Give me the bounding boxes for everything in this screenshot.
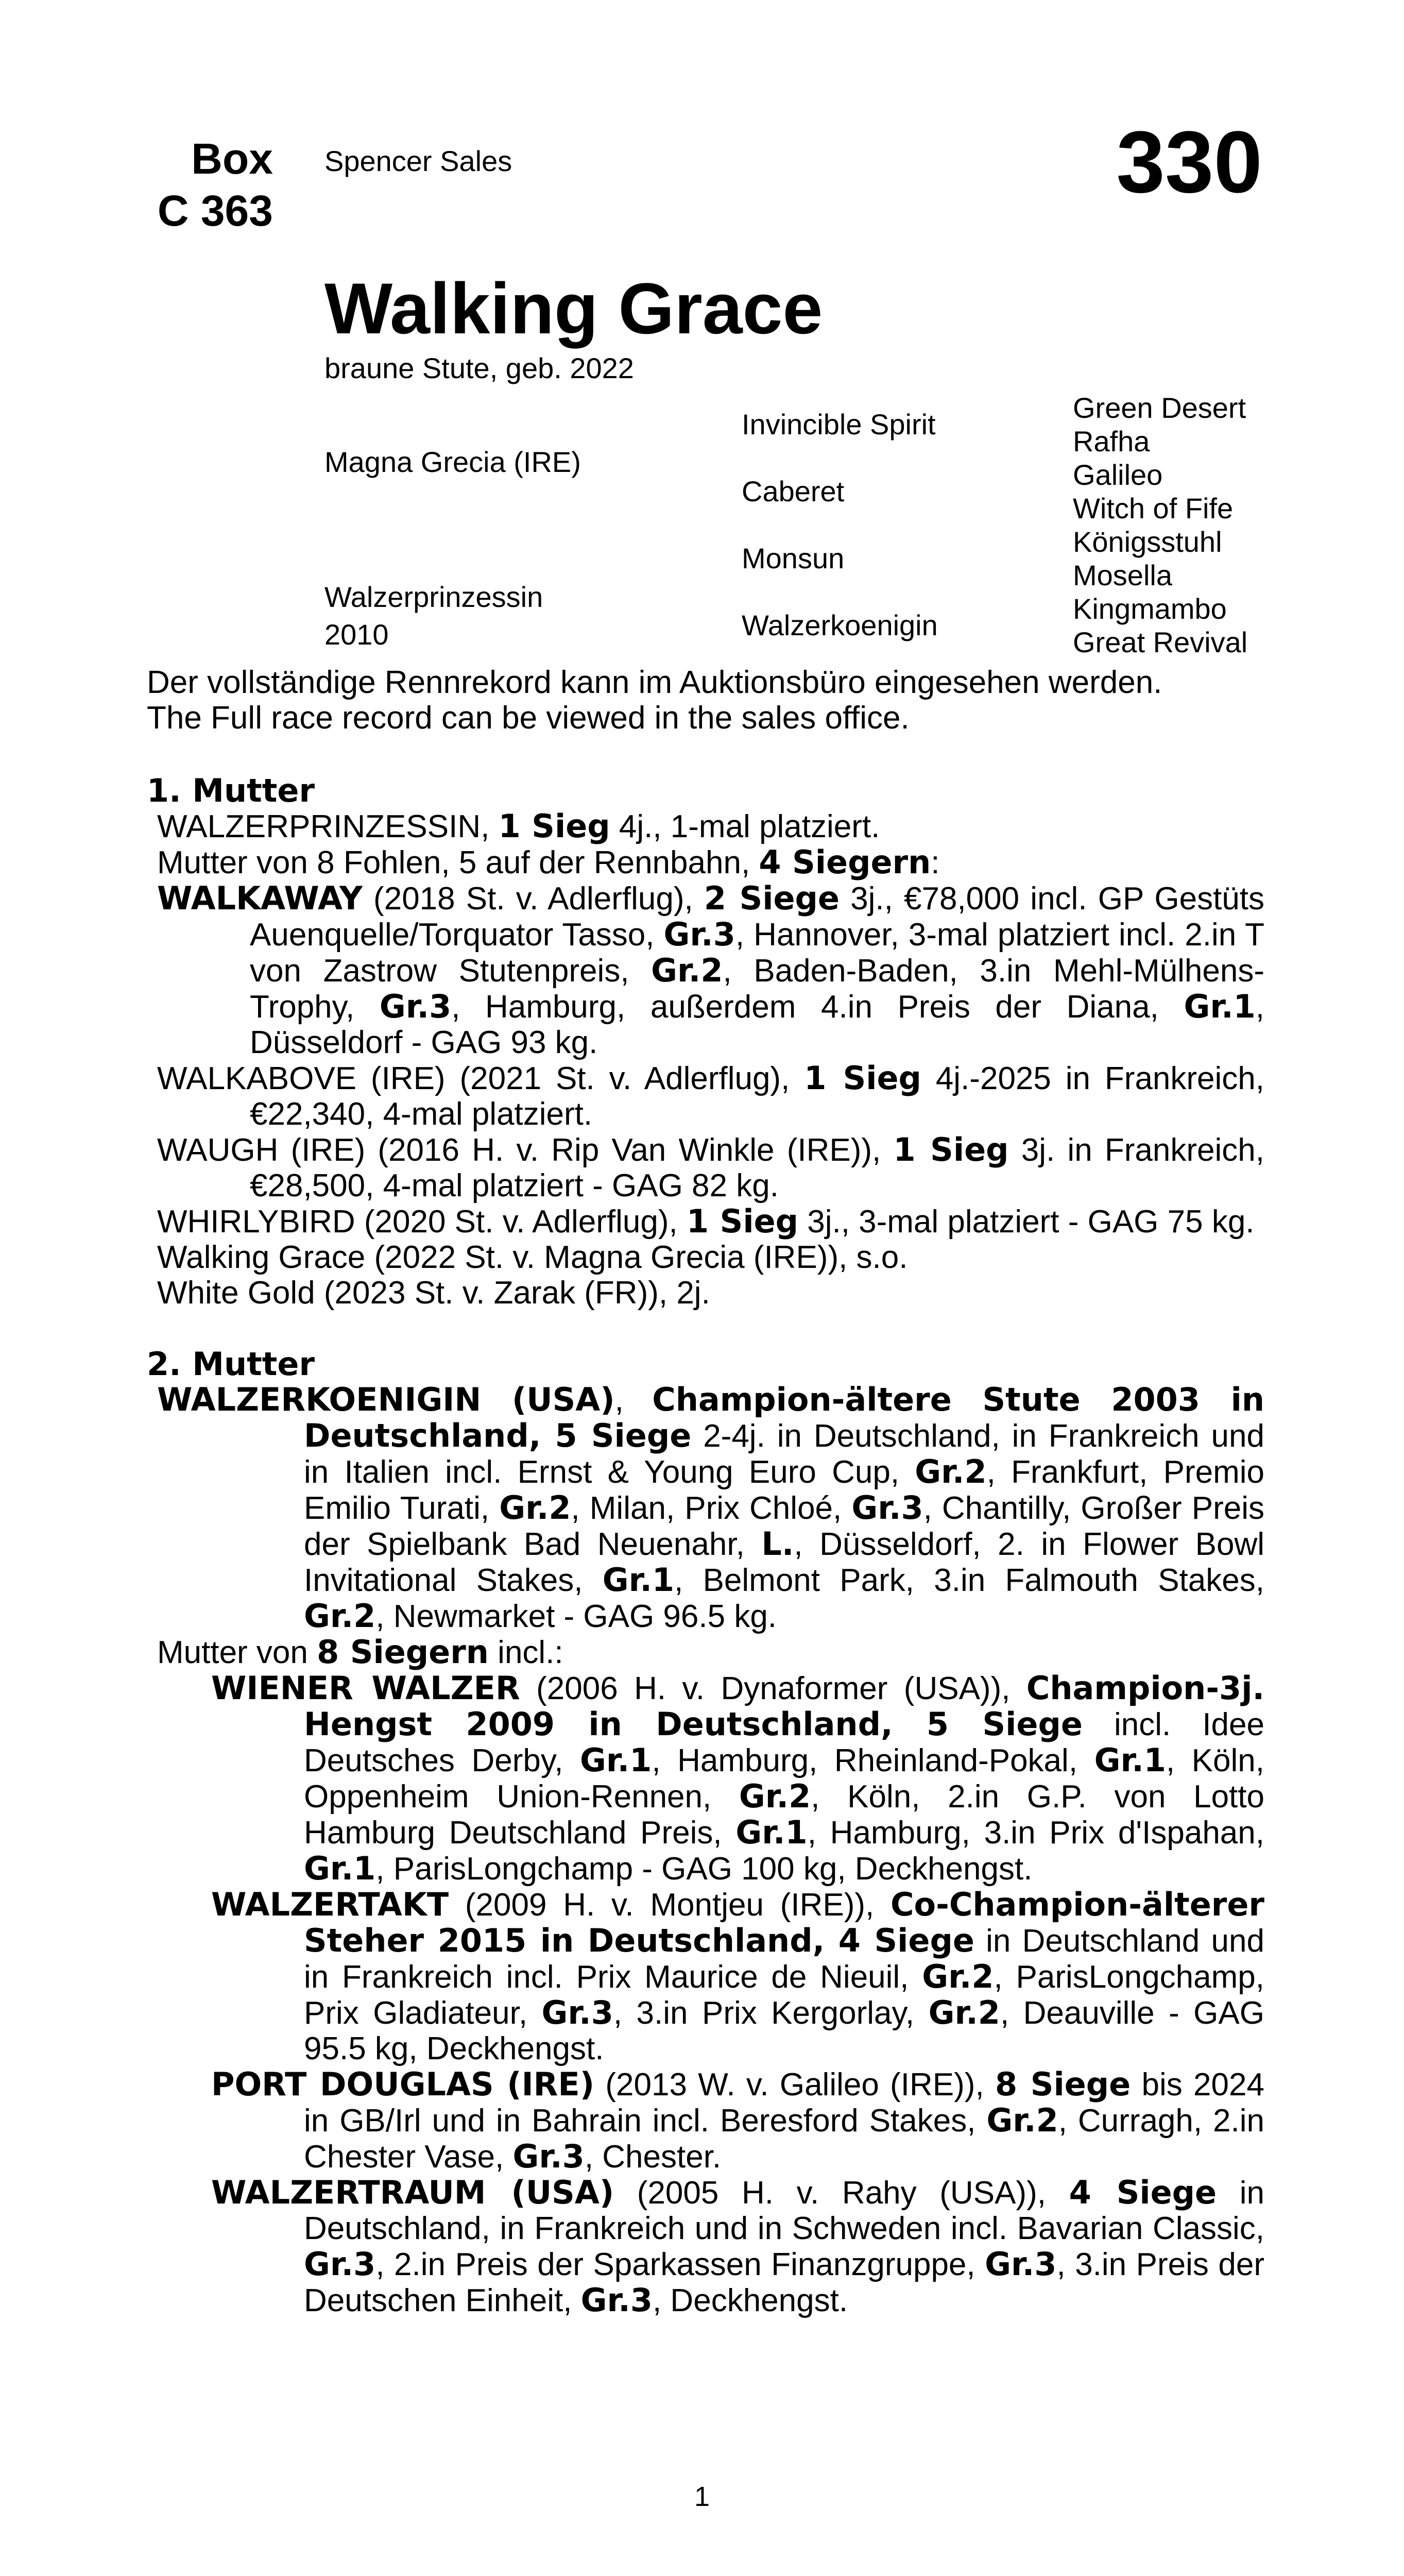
bold-text: Gr.2 bbox=[922, 1958, 994, 1995]
text: , Frankfurt, Premio Emilio Turati, bbox=[304, 1454, 1264, 1526]
bold-text: Gr.2 bbox=[499, 1489, 571, 1527]
pedigree-entry bbox=[147, 1634, 1264, 1670]
family-section bbox=[147, 773, 1264, 2318]
bold-text: WALZERTRAUM (USA) bbox=[211, 2174, 614, 2211]
text: , Köln, 2.in G.P. von Lotto Hamburg Deutschland Preis, bbox=[304, 1779, 1264, 1851]
dam-section bbox=[147, 1346, 1264, 2318]
pedigree-entry bbox=[147, 1132, 1264, 1204]
bold-text: 4 Siege bbox=[1069, 2174, 1217, 2211]
bold-text: Gr.3 bbox=[379, 988, 452, 1025]
page-number: 1 bbox=[694, 2481, 710, 2512]
text: WHIRLYBIRD (2020 St. v. Adlerflug), bbox=[157, 1204, 687, 1240]
box-line-1: Box bbox=[191, 134, 273, 183]
bold-text: 8 Siegern bbox=[317, 1633, 489, 1671]
bold-text: 8 Siege bbox=[995, 2065, 1131, 2103]
text: incl. Idee Deutsches Derby, bbox=[304, 1707, 1264, 1778]
consignor: Spencer Sales bbox=[324, 145, 512, 177]
bold-text: L. bbox=[761, 1525, 794, 1563]
pedigree-dam: Walzerprinzessin bbox=[324, 581, 543, 613]
pedigree-ggp: Witch of Fife bbox=[1073, 492, 1234, 524]
text: , ParisLongchamp - GAG 100 kg, Deckhengst. bbox=[375, 1851, 1033, 1887]
text: (2006 H. v. Dynaformer (USA)), bbox=[520, 1671, 1026, 1706]
text: (2018 St. v. Adlerflug), bbox=[362, 881, 704, 917]
bold-text: 4 Siegern bbox=[759, 843, 931, 881]
text: , Deauville - GAG 95.5 kg, Deckhengst. bbox=[304, 1995, 1264, 2066]
bold-text: Gr.2 bbox=[915, 1453, 987, 1490]
bold-text: Gr.3 bbox=[663, 916, 735, 953]
text: 3j., €78,000 incl. GP Gestüts Auenquelle/Torquator Tasso, bbox=[250, 881, 1264, 953]
text: , Hamburg, außerdem 4.in Preis der Diana, bbox=[451, 989, 1184, 1025]
text: WALKABOVE (IRE) (2021 St. v. Adlerflug), bbox=[157, 1061, 804, 1096]
text: incl.: bbox=[488, 1635, 563, 1670]
text: , 3.in Preis der Deutschen Einheit, bbox=[304, 2247, 1265, 2318]
bold-text: PORT DOUGLAS (IRE) bbox=[211, 2065, 595, 2103]
pedigree-ggp: Mosella bbox=[1073, 559, 1172, 591]
text: , Baden-Baden, 3.in Mehl-Mülhens-Trophy, bbox=[250, 953, 1264, 1025]
pedigree-entry bbox=[147, 2175, 1264, 2318]
pedigree-sire-dam: Caberet bbox=[742, 475, 845, 507]
text: , Chester. bbox=[584, 2139, 722, 2175]
pedigree-entry bbox=[147, 1887, 1264, 2066]
text: 4j., 1-mal platziert. bbox=[610, 809, 880, 844]
text: , ParisLongchamp, Prix Gladiateur, bbox=[304, 1959, 1264, 2031]
bold-text: Gr.2 bbox=[986, 2102, 1058, 2139]
race-record-note bbox=[147, 665, 1162, 736]
text: , 2.in Preis der Sparkassen Finanzgruppe, bbox=[375, 2247, 985, 2282]
bold-text: Gr.3 bbox=[541, 1994, 613, 2031]
bold-text: WALZERKOENIGIN (USA) bbox=[157, 1381, 615, 1418]
bold-text: Co-Champion-älterer Steher 2015 in Deutschland, 4 Siege bbox=[304, 1886, 1264, 1959]
bold-text: Gr.1 bbox=[1184, 988, 1256, 1025]
bold-text: Gr.1 bbox=[580, 1741, 652, 1779]
box-label bbox=[129, 133, 273, 237]
text: in Deutschland und in Frankreich incl. Prix Maurice de Nieuil, bbox=[304, 1923, 1264, 1995]
text: 3j., 3-mal platziert - GAG 75 kg. bbox=[798, 1204, 1255, 1240]
bold-text: Champion-3j. Hengst 2009 in Deutschland, 5 Siege bbox=[304, 1669, 1264, 1743]
note-german: Der vollständige Rennrekord kann im Auktionsbüro eingesehen werden. bbox=[147, 665, 1162, 700]
pedigree-entry bbox=[147, 1382, 1264, 1634]
bold-text: 1 Sieg bbox=[686, 1202, 798, 1240]
text: , Newmarket - GAG 96.5 kg. bbox=[375, 1599, 777, 1634]
text: , Köln, Oppenheim Union-Rennen, bbox=[304, 1743, 1264, 1815]
pedigree-entry bbox=[147, 2066, 1264, 2175]
text: in Deutschland, in Frankreich und in Schweden incl. Bavarian Classic, bbox=[304, 2175, 1265, 2246]
bold-text: Gr.3 bbox=[304, 2245, 376, 2283]
text: , Milan, Prix Chloé, bbox=[571, 1490, 852, 1526]
text: (2013 W. v. Galileo (IRE)), bbox=[594, 2067, 995, 2103]
bold-text: Gr.3 bbox=[512, 2138, 585, 2175]
bold-text: 2 Siege bbox=[704, 879, 840, 917]
pedigree-ggp: Green Desert bbox=[1073, 392, 1246, 424]
bold-text: Gr.2 bbox=[651, 952, 723, 989]
bold-text: Gr.3 bbox=[851, 1489, 923, 1527]
text: bis 2024 in GB/Irl und in Bahrain incl. Beresford Stakes, bbox=[304, 2067, 1264, 2139]
pedigree-dam-sire: Monsun bbox=[742, 542, 845, 574]
pedigree-sire-sire: Invincible Spirit bbox=[742, 408, 936, 440]
text: WAUGH (IRE) (2016 H. v. Rip Van Winkle (IRE)), bbox=[157, 1132, 894, 1168]
text: , Hamburg, Rheinland-Pokal, bbox=[652, 1743, 1094, 1778]
bold-text: 1 Sieg bbox=[893, 1131, 1009, 1168]
bold-text: Gr.2 bbox=[928, 1994, 1000, 2031]
text: , Düsseldorf - GAG 93 kg. bbox=[250, 989, 1264, 1060]
bold-text: Gr.1 bbox=[602, 1561, 675, 1599]
pedigree-ggp: Königsstuhl bbox=[1073, 526, 1222, 558]
bold-text: WALZERTAKT bbox=[211, 1886, 449, 1923]
text: , 3.in Prix Kergorlay, bbox=[613, 1995, 929, 2031]
horse-name: Walking Grace bbox=[324, 268, 823, 349]
bold-text: Gr.1 bbox=[1094, 1741, 1166, 1779]
section-title: 2. Mutter bbox=[147, 1345, 315, 1383]
bold-text: 1 Sieg bbox=[498, 807, 610, 845]
bold-text: WALKAWAY bbox=[157, 879, 363, 917]
text: 4j.-2025 in Frankreich, €22,340, 4-mal platziert. bbox=[250, 1061, 1265, 1132]
text: Walking Grace (2022 St. v. Magna Grecia (IRE)), s.o. bbox=[157, 1240, 908, 1275]
text: 3j. in Frankreich, €28,500, 4-mal platziert - GAG 82 kg. bbox=[250, 1132, 1264, 1204]
dam-section bbox=[147, 773, 1264, 1311]
bold-text: Gr.2 bbox=[739, 1777, 811, 1815]
bold-text: Gr.2 bbox=[304, 1597, 376, 1635]
pedigree-entry bbox=[147, 1240, 1264, 1275]
pedigree-entry bbox=[147, 1060, 1264, 1132]
pedigree-entry bbox=[147, 808, 1264, 844]
bold-text: Gr.1 bbox=[304, 1850, 376, 1887]
pedigree-entry bbox=[147, 1204, 1264, 1240]
text: WALZERPRINZESSIN, bbox=[157, 809, 499, 844]
pedigree-ggp: Kingmambo bbox=[1073, 592, 1227, 625]
text: , Chantilly, Großer Preis der Spielbank Bad Neuenahr, bbox=[304, 1490, 1265, 1562]
text: 2-4j. in Deutschland, in Frankreich und in Italien incl. Ernst & Young Euro Cup, bbox=[304, 1418, 1264, 1490]
text: , Deckhengst. bbox=[652, 2283, 848, 2318]
pedigree-entry bbox=[147, 880, 1264, 1060]
text: , Hannover, 3-mal platziert incl. 2.in T von Zastrow Stutenpreis, bbox=[250, 917, 1264, 989]
text: : bbox=[931, 845, 940, 880]
pedigree-ggp: Galileo bbox=[1073, 459, 1163, 491]
text: (2009 H. v. Montjeu (IRE)), bbox=[449, 1887, 891, 1923]
horse-description: braune Stute, geb. 2022 bbox=[324, 352, 634, 384]
text: Mutter von bbox=[157, 1635, 317, 1670]
lot-number: 330 bbox=[1116, 113, 1262, 211]
box-line-2: C 363 bbox=[157, 186, 273, 235]
text: , Düsseldorf, 2. in Flower Bowl Invitational Stakes, bbox=[304, 1527, 1264, 1598]
bold-text: Gr.3 bbox=[580, 2281, 653, 2319]
pedigree-ggp: Rafha bbox=[1073, 425, 1150, 457]
pedigree-dam-dam: Walzerkoenigin bbox=[742, 609, 938, 641]
bold-text: Gr.3 bbox=[985, 2245, 1057, 2283]
pedigree-entry bbox=[147, 1670, 1264, 1887]
pedigree-dam-year: 2010 bbox=[324, 618, 389, 651]
bold-text: 1 Sieg bbox=[804, 1059, 921, 1097]
text: , Belmont Park, 3.in Falmouth Stakes, bbox=[674, 1563, 1264, 1598]
note-english: The Full race record can be viewed in the sales office. bbox=[147, 700, 910, 736]
text: , Curragh, 2.in Chester Vase, bbox=[304, 2103, 1265, 2175]
bold-text: Champion-ältere Stute 2003 in Deutschland, 5 Siege bbox=[304, 1381, 1264, 1454]
bold-text: Gr.1 bbox=[735, 1814, 808, 1851]
bold-text: WIENER WALZER bbox=[211, 1669, 520, 1707]
text: , bbox=[614, 1382, 653, 1418]
pedigree-ggp: Great Revival bbox=[1073, 626, 1248, 658]
section-title: 1. Mutter bbox=[147, 772, 315, 809]
pedigree-sire: Magna Grecia (IRE) bbox=[324, 446, 581, 478]
text: Mutter von 8 Fohlen, 5 auf der Rennbahn, bbox=[157, 845, 759, 880]
text: , Hamburg, 3.in Prix d'Ispahan, bbox=[807, 1815, 1264, 1851]
pedigree-entry bbox=[147, 844, 1264, 880]
text: (2005 H. v. Rahy (USA)), bbox=[614, 2175, 1069, 2211]
text: White Gold (2023 St. v. Zarak (FR)), 2j. bbox=[157, 1275, 710, 1311]
pedigree-entry bbox=[147, 1275, 1264, 1311]
